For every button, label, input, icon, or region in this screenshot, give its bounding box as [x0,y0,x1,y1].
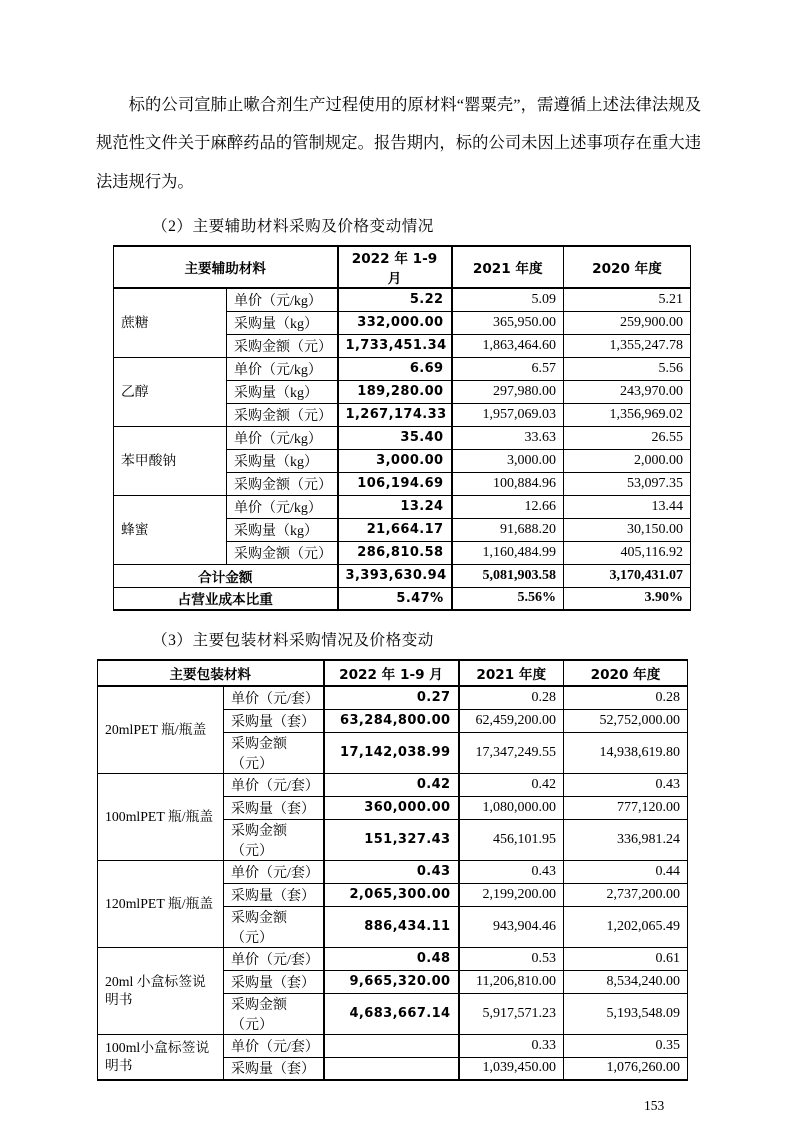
value-cell-2022: 1,267,174.33 [338,403,452,426]
value-cell-2021: 1,863,464.60 [452,334,564,357]
metric-cell: 单价（元/kg） [227,426,338,449]
metric-cell: 采购金额（元） [224,732,324,773]
material-cell: 20ml 小盒标签说明书 [98,947,224,1034]
table-row [98,773,688,796]
value-cell-2022: 0.43 [324,860,459,883]
value-cell-2020: 3,170,431.07 [564,564,691,587]
table-row [98,947,688,970]
value-cell-2021: 0.53 [459,947,564,970]
value-cell-2022: 886,434.11 [324,906,459,947]
value-cell-2020: 259,900.00 [564,311,691,334]
value-cell-2021: 5,081,903.58 [452,564,564,587]
value-cell-2022: 17,142,038.99 [324,732,459,773]
metric-cell: 采购量（kg） [227,449,338,472]
value-cell-2022: 332,000.00 [338,311,452,334]
value-cell-2021: 1,080,000.00 [459,796,564,819]
metric-cell: 单价（元/kg） [227,357,338,380]
section-heading-3: （3）主要包装材料采购情况及价格变动 [152,632,434,650]
value-cell-2022: 4,683,667.14 [324,993,459,1034]
value-cell-2020: 14,938,619.80 [564,732,688,773]
table-header-row [98,660,688,686]
value-cell-2022: 151,327.43 [324,819,459,860]
value-cell-2022: 360,000.00 [324,796,459,819]
metric-cell: 单价（元/kg） [227,288,338,311]
value-cell-2022 [324,1034,459,1057]
table-row [114,288,691,311]
value-cell-2022: 0.42 [324,773,459,796]
value-cell-2022: 0.27 [324,686,459,709]
value-cell-2021: 1,957,069.03 [452,403,564,426]
value-cell-2022: 3,393,630.94 [338,564,452,587]
value-cell-2022: 35.40 [338,426,452,449]
material-cell: 苯甲酸钠 [114,426,227,495]
value-cell-2020: 3.90% [564,587,691,610]
header-cell-2021: 2021 年度 [459,660,564,686]
value-cell-2022: 6.69 [338,357,452,380]
header-cell-material: 主要包装材料 [98,660,324,686]
value-cell-2021: 6.57 [452,357,564,380]
value-cell-2020: 336,981.24 [564,819,688,860]
metric-cell: 采购量（套） [224,709,324,732]
value-cell-2021: 456,101.95 [459,819,564,860]
value-cell-2020: 52,752,000.00 [564,709,688,732]
metric-cell: 采购量（kg） [227,518,338,541]
value-cell-2020: 0.28 [564,686,688,709]
metric-cell: 采购量（套） [224,1057,324,1080]
summary-row-total [114,564,691,587]
value-cell-2021: 0.43 [459,860,564,883]
metric-cell: 单价（元/套） [224,773,324,796]
table-row [114,426,691,449]
value-cell-2022: 1,733,451.34 [338,334,452,357]
summary-label: 合计金额 [114,564,338,587]
value-cell-2021: 0.42 [459,773,564,796]
packaging-materials-table [97,659,688,1081]
table-header-row [114,246,691,288]
value-cell-2021: 12.66 [452,495,564,518]
material-cell: 100ml小盒标签说明书 [98,1034,224,1080]
value-cell-2021: 11,206,810.00 [459,970,564,993]
metric-cell: 采购量（套） [224,796,324,819]
material-cell: 20mlPET 瓶/瓶盖 [98,686,224,773]
metric-cell: 单价（元/套） [224,860,324,883]
value-cell-2020: 0.61 [564,947,688,970]
metric-cell: 采购金额（元） [227,541,338,564]
value-cell-2022: 13.24 [338,495,452,518]
metric-cell: 单价（元/套） [224,947,324,970]
value-cell-2020: 0.43 [564,773,688,796]
metric-cell: 采购量（kg） [227,311,338,334]
value-cell-2020: 0.44 [564,860,688,883]
value-cell-2021: 0.28 [459,686,564,709]
metric-cell: 采购金额（元） [227,334,338,357]
material-cell: 120mlPET 瓶/瓶盖 [98,860,224,947]
value-cell-2022: 106,194.69 [338,472,452,495]
value-cell-2022: 2,065,300.00 [324,883,459,906]
value-cell-2020: 26.55 [564,426,691,449]
value-cell-2021: 3,000.00 [452,449,564,472]
value-cell-2020: 1,076,260.00 [564,1057,688,1080]
aux-materials-table [113,245,691,611]
metric-cell: 采购金额（元） [224,819,324,860]
value-cell-2021: 5.09 [452,288,564,311]
value-cell-2020: 405,116.92 [564,541,691,564]
value-cell-2021: 91,688.20 [452,518,564,541]
value-cell-2021: 17,347,249.55 [459,732,564,773]
value-cell-2022: 9,665,320.00 [324,970,459,993]
value-cell-2020: 2,000.00 [564,449,691,472]
value-cell-2022 [324,1057,459,1080]
value-cell-2020: 5.56 [564,357,691,380]
value-cell-2021: 33.63 [452,426,564,449]
value-cell-2020: 5.21 [564,288,691,311]
value-cell-2022: 286,810.58 [338,541,452,564]
value-cell-2022: 189,280.00 [338,380,452,403]
value-cell-2021: 365,950.00 [452,311,564,334]
metric-cell: 单价（元/套） [224,686,324,709]
value-cell-2021: 5,917,571.23 [459,993,564,1034]
value-cell-2021: 1,160,484.99 [452,541,564,564]
table-row [98,686,688,709]
header-cell-2021: 2021 年度 [452,246,564,288]
value-cell-2020: 0.35 [564,1034,688,1057]
value-cell-2021: 1,039,450.00 [459,1057,564,1080]
value-cell-2020: 5,193,548.09 [564,993,688,1034]
header-cell-2022: 2022 年 1-9 月 [324,660,459,686]
header-cell-2020: 2020 年度 [564,246,691,288]
metric-cell: 采购金额（元） [224,993,324,1034]
value-cell-2020: 8,534,240.00 [564,970,688,993]
value-cell-2021: 2,199,200.00 [459,883,564,906]
header-cell-material: 主要辅助材料 [114,246,338,288]
value-cell-2020: 1,356,969.02 [564,403,691,426]
material-cell: 100mlPET 瓶/瓶盖 [98,773,224,860]
table-row [98,860,688,883]
material-cell: 蜂蜜 [114,495,227,564]
metric-cell: 采购金额（元） [227,403,338,426]
metric-cell: 采购量（套） [224,970,324,993]
value-cell-2021: 62,459,200.00 [459,709,564,732]
value-cell-2021: 5.56% [452,587,564,610]
value-cell-2022: 63,284,800.00 [324,709,459,732]
summary-row-ratio [114,587,691,610]
value-cell-2020: 777,120.00 [564,796,688,819]
value-cell-2022: 5.47% [338,587,452,610]
material-cell: 蔗糖 [114,288,227,357]
value-cell-2021: 297,980.00 [452,380,564,403]
metric-cell: 单价（元/套） [224,1034,324,1057]
value-cell-2022: 21,664.17 [338,518,452,541]
value-cell-2020: 1,355,247.78 [564,334,691,357]
value-cell-2022: 0.48 [324,947,459,970]
section-heading-2: （2）主要辅助材料采购及价格变动情况 [152,218,434,236]
metric-cell: 采购量（套） [224,883,324,906]
metric-cell: 采购金额（元） [224,906,324,947]
value-cell-2021: 100,884.96 [452,472,564,495]
summary-label: 占营业成本比重 [114,587,338,610]
header-cell-2022: 2022 年 1-9 月 [338,246,452,288]
table-row [114,357,691,380]
body-paragraph: 标的公司宣肺止嗽合剂生产过程使用的原材料“罂粟壳”，需遵循上述法律法规及规范性文件关于麻醉药品的管制规定。报告期内，标的公司未因上述事项存在重大违法违规行为。 [96,95,701,191]
value-cell-2020: 1,202,065.49 [564,906,688,947]
value-cell-2020: 53,097.35 [564,472,691,495]
value-cell-2020: 2,737,200.00 [564,883,688,906]
value-cell-2022: 3,000.00 [338,449,452,472]
value-cell-2020: 13.44 [564,495,691,518]
value-cell-2020: 30,150.00 [564,518,691,541]
header-cell-2020: 2020 年度 [564,660,688,686]
value-cell-2021: 0.33 [459,1034,564,1057]
table-row [98,1034,688,1057]
value-cell-2020: 243,970.00 [564,380,691,403]
page-number: 153 [644,1098,665,1114]
value-cell-2021: 943,904.46 [459,906,564,947]
metric-cell: 采购金额（元） [227,472,338,495]
table-row [114,495,691,518]
metric-cell: 采购量（kg） [227,380,338,403]
material-cell: 乙醇 [114,357,227,426]
value-cell-2022: 5.22 [338,288,452,311]
metric-cell: 单价（元/kg） [227,495,338,518]
